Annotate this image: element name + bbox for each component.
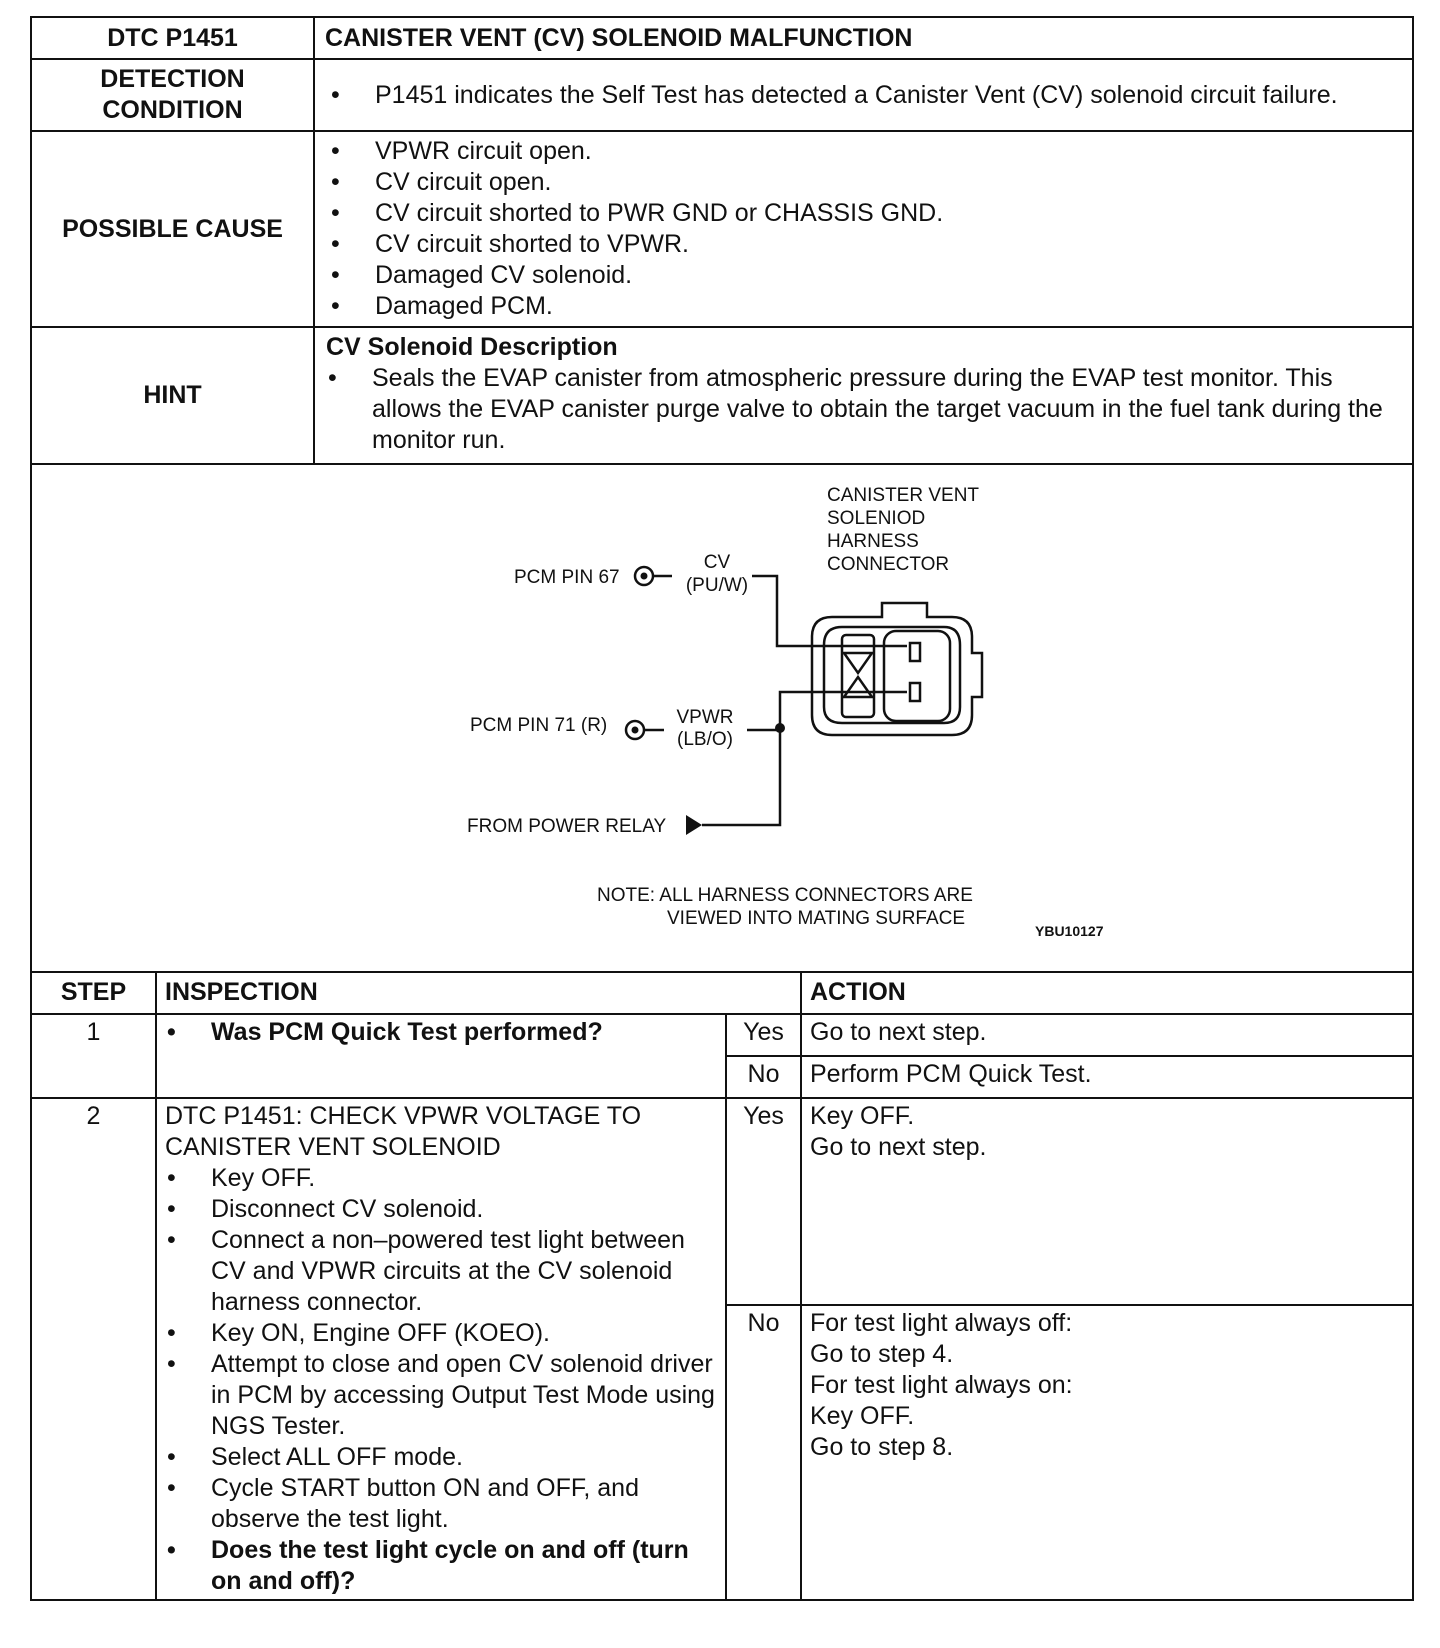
action-line: Key OFF. bbox=[810, 1401, 915, 1430]
connector-label-line3: HARNESS bbox=[827, 531, 919, 552]
yes-action bbox=[801, 1098, 1413, 1305]
possible-cause-label: POSSIBLE CAUSE bbox=[31, 131, 314, 327]
action-line: Go to next step. bbox=[810, 1017, 987, 1046]
note-line1: NOTE: ALL HARNESS CONNECTORS ARE bbox=[597, 885, 973, 906]
connector-label-line2: SOLENIOD bbox=[827, 508, 926, 529]
wiring-diagram-cell bbox=[31, 464, 1413, 973]
dtc-code: DTC P1451 bbox=[31, 17, 314, 59]
cause-item: • VPWR circuit open. bbox=[329, 136, 1398, 167]
hint-label: HINT bbox=[31, 327, 314, 464]
yes-action bbox=[801, 1014, 1413, 1056]
vpwr-wire-color: (LB/O) bbox=[677, 729, 733, 750]
cv-wire-color: (PU/W) bbox=[685, 575, 749, 596]
no-action bbox=[801, 1305, 1413, 1600]
no-label: No bbox=[726, 1305, 801, 1600]
action-line: Perform PCM Quick Test. bbox=[810, 1059, 1092, 1088]
relay-label: FROM POWER RELAY bbox=[467, 816, 667, 837]
pin67-label: PCM PIN 67 bbox=[514, 567, 620, 588]
action-line: Go to step 8. bbox=[810, 1432, 954, 1461]
dtc-page bbox=[30, 16, 1414, 1601]
step-item: • Key ON, Engine OFF (KOEO). bbox=[165, 1318, 717, 1349]
step-item: • Cycle START button ON and OFF, and observe the test light. bbox=[165, 1473, 717, 1535]
yes-label: Yes bbox=[726, 1014, 801, 1056]
pin71-terminal-icon bbox=[626, 721, 644, 739]
action-line: Key OFF. bbox=[810, 1101, 915, 1130]
cv-wire bbox=[752, 576, 907, 646]
cause-item: • Damaged CV solenoid. bbox=[329, 260, 1398, 291]
hint-subtitle: CV Solenoid Description bbox=[326, 333, 618, 361]
note-line2: VIEWED INTO MATING SURFACE bbox=[667, 908, 966, 929]
step-heading: DTC P1451: CHECK VPWR VOLTAGE TO CANISTER VENT SOLENOID bbox=[165, 1101, 642, 1161]
cause-item: • CV circuit shorted to VPWR. bbox=[329, 229, 1398, 260]
cause-item: • CV circuit open. bbox=[329, 167, 1398, 198]
no-action bbox=[801, 1056, 1413, 1098]
hint-item: • Seals the EVAP canister from atmospheric pressure during the EVAP test monitor. This allows the EVAP canister purge valve to obtain the target vacuum in the fuel tank during the monitor run. bbox=[326, 363, 1403, 456]
pin67-terminal-icon bbox=[635, 567, 653, 585]
figure-id: YBU10127 bbox=[1035, 923, 1104, 939]
action-line: Go to step 4. bbox=[810, 1339, 954, 1368]
step-item: • Connect a non–powered test light between CV and VPWR circuits at the CV solenoid harness connector. bbox=[165, 1225, 717, 1318]
cv-wire-name: CV bbox=[703, 552, 731, 573]
action-line: Go to next step. bbox=[810, 1132, 987, 1161]
hint-content bbox=[314, 327, 1413, 464]
dtc-title: CANISTER VENT (CV) SOLENOID MALFUNCTION bbox=[314, 17, 1413, 59]
col-action-header: ACTION bbox=[801, 972, 1413, 1014]
detection-item: • P1451 indicates the Self Test has detected a Canister Vent (CV) solenoid circuit failure. bbox=[329, 80, 1398, 111]
connector-label-line1: CANISTER VENT bbox=[827, 485, 980, 506]
connector-label-line4: CONNECTOR bbox=[827, 554, 950, 575]
cause-item: • Damaged PCM. bbox=[329, 291, 1398, 322]
step-number: 2 bbox=[31, 1098, 156, 1600]
step-item: • Attempt to close and open CV solenoid driver in PCM by accessing Output Test Mode using NGS Tester. bbox=[165, 1349, 717, 1442]
step-item: • Select ALL OFF mode. bbox=[165, 1442, 717, 1473]
detection-label bbox=[31, 59, 314, 131]
detection-content bbox=[314, 59, 1413, 131]
detection-label-text: DETECTION CONDITION bbox=[100, 65, 245, 124]
step-inspection bbox=[156, 1014, 726, 1098]
connector-icon bbox=[812, 603, 982, 735]
dtc-info-table bbox=[30, 16, 1414, 973]
step-number: 1 bbox=[31, 1014, 156, 1098]
col-inspection-header: INSPECTION bbox=[156, 972, 801, 1014]
step-inspection bbox=[156, 1098, 726, 1600]
action-line: For test light always on: bbox=[810, 1370, 1073, 1399]
vpwr-wire-name: VPWR bbox=[676, 707, 734, 728]
wiring-diagram bbox=[32, 465, 1412, 965]
step-question: • Does the test light cycle on and off (turn on and off)? bbox=[165, 1535, 717, 1597]
action-line: For test light always off: bbox=[810, 1308, 1073, 1337]
step-question: • Was PCM Quick Test performed? bbox=[165, 1017, 717, 1048]
possible-cause-content bbox=[314, 131, 1413, 327]
col-step-header: STEP bbox=[31, 972, 156, 1014]
step-item: • Key OFF. bbox=[165, 1163, 717, 1194]
yes-label: Yes bbox=[726, 1098, 801, 1305]
relay-arrow-icon bbox=[686, 815, 702, 835]
no-label: No bbox=[726, 1056, 801, 1098]
step-item: • Disconnect CV solenoid. bbox=[165, 1194, 717, 1225]
cause-item: • CV circuit shorted to PWR GND or CHASSIS GND. bbox=[329, 198, 1398, 229]
steps-table bbox=[30, 971, 1414, 1601]
pin71-label: PCM PIN 71 (R) bbox=[470, 715, 608, 736]
